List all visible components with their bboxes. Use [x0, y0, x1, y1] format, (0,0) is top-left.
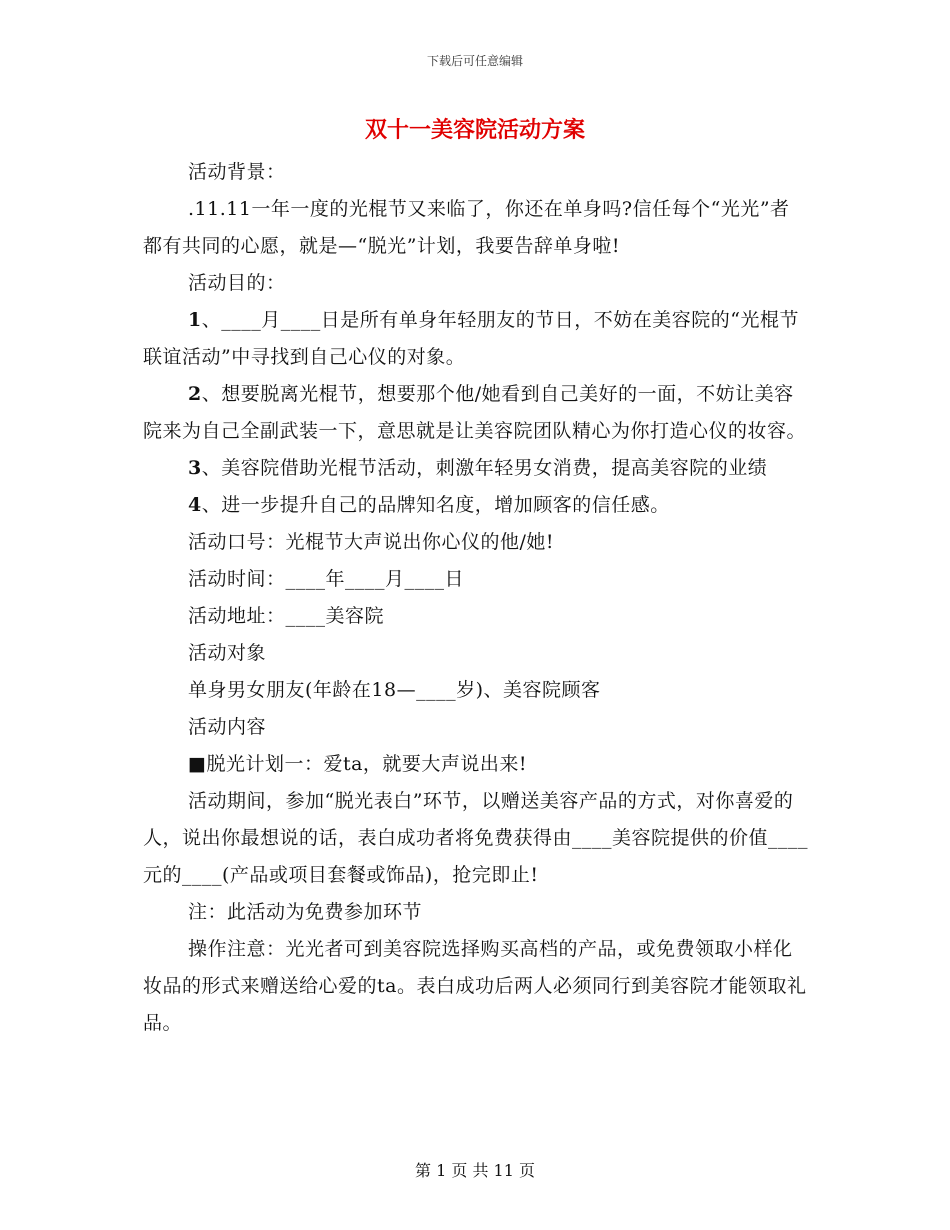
paragraph-plan-one: ■脱光计划一：爱ta，就要大声说出来! — [188, 753, 528, 775]
paragraph-audience: 单身男女朋友(年龄在18—____岁)、美容院顾客 — [188, 679, 601, 701]
paragraph-time: 活动时间：____年____月____日 — [188, 568, 465, 590]
item-number: 1 — [188, 309, 202, 331]
item-text: 、想要脱离光棍节，想要那个他/她看到自己美好的一面，不妨让美容院来为自己全副武装一下，意思就是让美容院团队精心为你打造心仪的妆容。 — [143, 383, 807, 442]
purpose-item-2 — [143, 376, 808, 450]
purpose-item-3 — [143, 450, 808, 487]
page-footer: 第 1 页 共 11 页 — [415, 1161, 535, 1180]
purpose-item-1 — [143, 302, 808, 376]
paragraph-location: 活动地址：____美容院 — [188, 605, 385, 627]
item-text: 、进一步提升自己的品牌知名度，增加顾客的信任感。 — [201, 494, 670, 516]
paragraph-operation-note: 操作注意：光光者可到美容院选择购买高档的产品，或免费领取小样化妆品的形式来赠送给心爱的ta。表白成功后两人必须同行到美容院才能领取礼品。 — [143, 938, 807, 1034]
paragraph-note: 注：此活动为免费参加环节 — [188, 901, 423, 923]
item-number: 2 — [188, 383, 202, 405]
paragraph-plan-details: 活动期间，参加“脱光表白”环节，以赠送美容产品的方式，对你喜爱的人，说出你最想说的话，表白成功者将免费获得由____美容院提供的价值____元的____(产品或项目套餐或饰品)，抢完即止! — [143, 790, 809, 886]
page-title: 双十一美容院活动方案 — [364, 117, 585, 143]
item-number: 3 — [188, 457, 202, 479]
item-text: 、____月____日是所有单身年轻朋友的节日，不妨在美容院的“光棍节联谊活动”中寻找到自己心仪的对象。 — [143, 309, 799, 368]
item-number: 4 — [188, 494, 202, 516]
paragraph-purpose-heading: 活动目的： — [188, 272, 286, 294]
paragraph-content-heading: 活动内容 — [188, 716, 267, 738]
paragraph-background: .11.11一年一度的光棍节又来临了，你还在单身吗?信任每个“光光”者都有共同的心愿，就是—“脱光”计划，我要告辞单身啦! — [143, 198, 790, 257]
document-body — [143, 154, 808, 1042]
paragraph-background-heading: 活动背景： — [188, 161, 286, 183]
item-text: 、美容院借助光棍节活动，刺激年轻男女消费，提高美容院的业绩 — [201, 457, 768, 479]
header-note: 下载后可任意编辑 — [426, 54, 523, 68]
purpose-item-4 — [143, 487, 808, 524]
paragraph-slogan: 活动口号：光棍节大声说出你心仪的他/她! — [188, 531, 555, 553]
paragraph-audience-heading: 活动对象 — [188, 642, 267, 664]
